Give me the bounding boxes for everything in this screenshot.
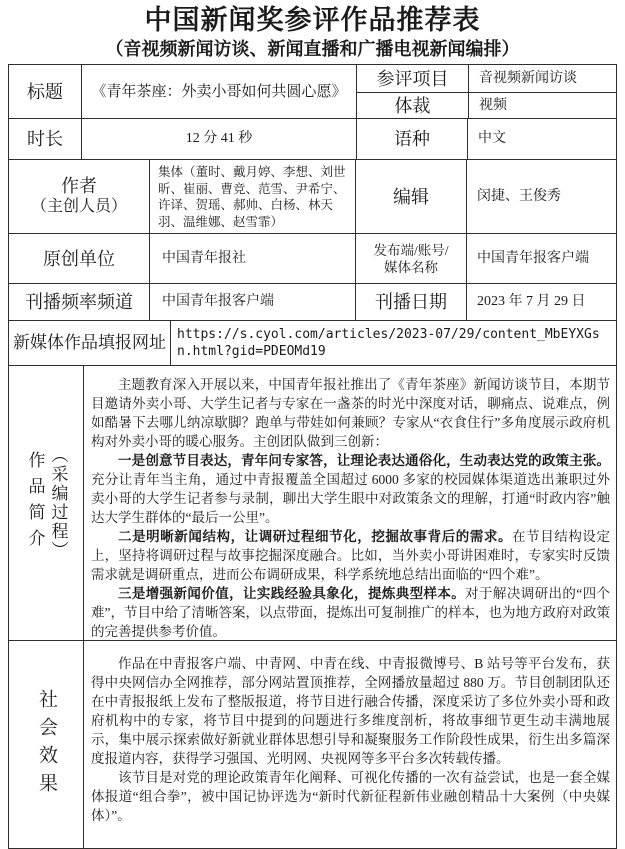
author-label-line1: 作者 (61, 176, 97, 196)
social-effect-paragraph-2: 该节目是对党的理论政策青年化阐释、可视化传播的一次有益尝试，也是一套全媒体报道“组合拳”，被中国记协评选为“新时代新征程新伟业融创精品十大案例（中央媒体）”。 (91, 770, 610, 823)
intro-paragraph-3: 二是明晰新闻结构，让调研过程细节化，挖掘故事背后的需求。在节目结构设定上，坚持将调研过程与故事挖掘深度融合。比如，当外卖小哥讲困难时，专家实时反馈需求就是调研重点，进而公布调研成果，科学系统地总结出面临的“四个难”。 (91, 529, 611, 582)
social-effect-label-cell (9, 641, 83, 848)
publish-platform-label (355, 234, 466, 283)
title-value: 《青年茶座：外卖小哥如何共圆心愿》 (81, 65, 356, 118)
row-url (9, 320, 616, 365)
row-title (9, 65, 616, 118)
language-value: 中文 (467, 119, 616, 159)
row-original-unit-platform (9, 233, 616, 283)
entry-category-value: 音视频新闻访谈 (468, 65, 616, 92)
channel-value: 中国青年报客户端 (149, 284, 355, 320)
page-title: 中国新闻奖参评作品推荐表 (144, 5, 481, 35)
intro-label-col2: （采编过程） (48, 446, 68, 560)
row-channel-date (9, 283, 616, 320)
entry-category-row (357, 65, 616, 92)
intro-paragraph-2: 一是创意节目表达，青年问专家答，让理论表达通俗化，生动表达党的政策主张。充分让青年当主角，通过中青报覆盖全国超过 6000 多家的校园媒体渠道选出兼职过外卖小哥的大学生记者参与录制，聊出大学生眼中对政策条文的理解，打通“时政内容”触达大学生群体的“最后一公里”。 (91, 453, 610, 525)
row-social-effect (9, 640, 616, 848)
intro-paragraph-4: 三是增强新闻价值，让实践经验具象化，提炼典型样本。对于解决调研出的“四个难”，节目中给了清晰答案，以点带面，提炼出可复制推广的样本，也为地方政府对政策的完善提供参考价值。 (91, 586, 611, 639)
row-author-editor (9, 159, 616, 233)
entry-category-label: 参评项目 (376, 68, 449, 89)
broadcast-date-label: 刊播日期 (355, 284, 466, 320)
duration-value: 12 分 41 秒 (81, 119, 356, 159)
author-value: 集体（董时、戴月婷、李想、刘世昕、崔丽、曹竞、范雪、尹希宁、许译、贺瑶、郝帅、白杨、林天羽、温维娜、赵雪霏） (149, 160, 355, 233)
author-label (9, 160, 149, 233)
editor-label: 编辑 (355, 160, 466, 233)
original-unit-value: 中国青年报社 (149, 234, 355, 283)
broadcast-date-value: 2023 年 7 月 29 日 (466, 284, 616, 320)
genre-label: 体裁 (394, 95, 431, 116)
form-table (8, 64, 617, 849)
duration-label: 时长 (27, 129, 63, 149)
row-duration-language (9, 118, 616, 159)
language-label: 语种 (356, 119, 467, 159)
channel-label: 刊播频率频道 (25, 292, 133, 312)
title-label: 标题 (27, 81, 63, 102)
url-value: https://s.cyol.com/articles/2023-07/29/content_MbEYXGsn.html?gid=PDEOMd19 (170, 321, 616, 365)
original-unit-label: 原创单位 (43, 248, 115, 269)
url-label: 新媒体作品填报网址 (13, 333, 166, 352)
author-label-line2: （主创人员） (30, 198, 127, 215)
social-effect-paragraph-1: 作品在中青报客户端、中青网、中青在线、中青报微博号、B 站号等平台发布，获得中央网信办全网推荐，部分网站置顶推荐，全网播放量超过 880 万。节目创制团队还在中青报报纸上发布了整版报道，将节目进行融合传播，深度采访了多位外卖小哥和政府机构中的专家，将节目中提到的问题进行多维度剖析，将故事细节更生动丰满地展示，集中展示探索做好新就业群体思想引导和凝聚服务工作阶段性成果，衍生出多篇深度报道内容，获得学习强国、光明网、央视网等多平台多次转载传播。 (91, 656, 610, 766)
intro-paragraph-1: 主题教育深入开展以来，中国青年报社推出了《青年茶座》新闻访谈节目，本期节目邀请外卖小哥、大学生记者与专家在一盏茶的时光中深度对话，聊痛点、说难点，例如酷暑下去哪儿纳凉歇脚？跑单与带娃如何兼顾？专家从“衣食住行”多角度展示政府机构对外卖小哥的暖心服务。主创团队做到三创新： (91, 377, 610, 449)
social-effect-content (83, 641, 616, 848)
genre-row (357, 92, 616, 118)
title-right-block (356, 65, 616, 118)
intro-content (83, 366, 616, 640)
page-subtitle: （音视频新闻访谈、新闻直播和广播电视新闻编排） (105, 39, 520, 59)
editor-value: 闵捷、王俊秀 (466, 160, 616, 233)
publish-platform-label-line2: 媒体名称 (384, 259, 438, 275)
intro-label (9, 366, 83, 640)
genre-value: 视频 (468, 93, 616, 118)
publish-platform-value: 中国青年报客户端 (466, 234, 616, 283)
intro-label-col1: 作品简介 (25, 451, 45, 555)
social-effect-label: 社会效果 (36, 688, 57, 801)
publish-platform-label-line1: 发布端/账号/ (373, 242, 449, 258)
row-intro (9, 365, 616, 640)
